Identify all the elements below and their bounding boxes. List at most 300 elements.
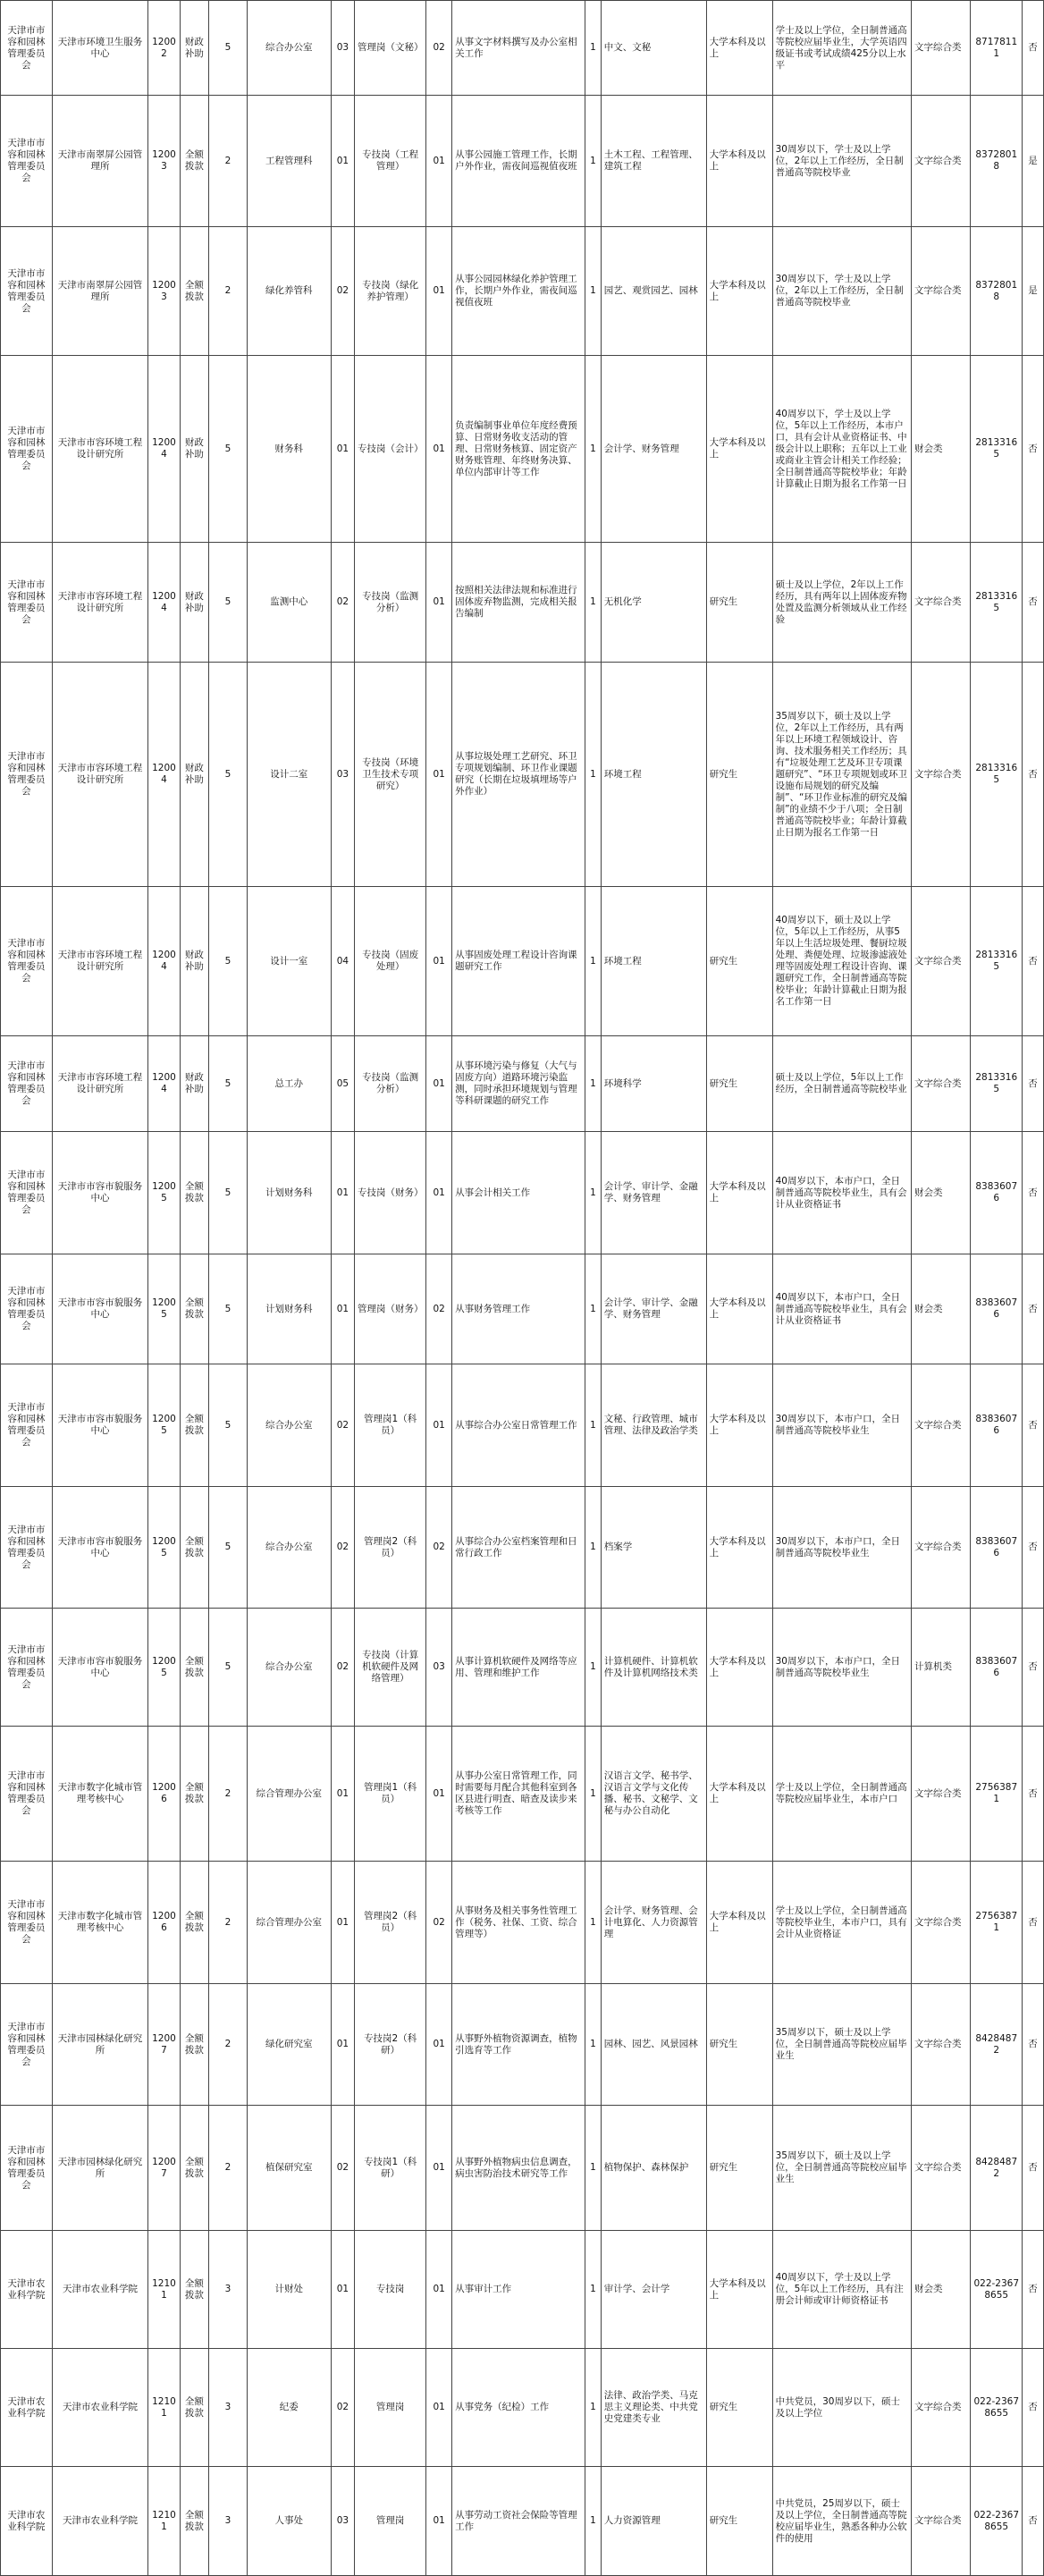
- level-cell: 5: [209, 1487, 248, 1609]
- post-cell: 专技岗（监测分析）: [355, 543, 426, 663]
- flag-cell: 否: [1023, 2349, 1044, 2467]
- headcount-cell: 1: [585, 887, 602, 1036]
- requirements-cell: 30周岁以下，学士及以上学位，2年以上工作经历，全日制普通高等院校毕业: [772, 227, 911, 356]
- phone-cell: 022-23678655: [971, 2467, 1023, 2576]
- headcount-cell: 1: [585, 1984, 602, 2106]
- funding-type-cell: 全额拨款: [180, 1254, 209, 1364]
- table-row: [1, 1984, 1044, 2106]
- post-cell: 管理岗: [355, 2349, 426, 2467]
- department-cell: 天津市农业科学院: [1, 2467, 53, 2576]
- department-cell: 天津市市容和园林管理委员会: [1, 663, 53, 887]
- major-cell: 审计学、会计学: [601, 2231, 706, 2349]
- unit-code-cell: 12101: [148, 2467, 180, 2576]
- department-cell: 天津市市容和园林管理委员会: [1, 1254, 53, 1364]
- unit-cell: 天津市市容环境工程设计研究所: [52, 663, 148, 887]
- table-row: [1, 663, 1044, 887]
- department-cell: 天津市市容和园林管理委员会: [1, 1036, 53, 1132]
- headcount-cell: 1: [585, 1, 602, 96]
- post-number-cell: 02: [426, 1254, 452, 1364]
- unit-cell: 天津市环境卫生服务中心: [52, 1, 148, 96]
- funding-type-cell: 财政补助: [180, 543, 209, 663]
- section-number-cell: 05: [331, 1036, 354, 1132]
- phone-cell: 84284872: [971, 2106, 1023, 2231]
- unit-code-cell: 12004: [148, 887, 180, 1036]
- unit-code-cell: 12101: [148, 2231, 180, 2349]
- phone-cell: 84284872: [971, 1984, 1023, 2106]
- requirements-cell: 40周岁以下，本市户口，全日制普通高等院校毕业生，具有会计从业资格证书: [772, 1254, 911, 1364]
- headcount-cell: 1: [585, 1364, 602, 1487]
- major-cell: 计算机硬件、计算机软件及计算机网络技术类: [601, 1609, 706, 1727]
- funding-type-cell: 财政补助: [180, 356, 209, 543]
- post-cell: 管理岗2（科员）: [355, 1487, 426, 1609]
- funding-type-cell: 全额拨款: [180, 1487, 209, 1609]
- major-cell: 档案学: [601, 1487, 706, 1609]
- post-number-cell: 01: [426, 96, 452, 227]
- funding-type-cell: 全额拨款: [180, 2349, 209, 2467]
- section-cell: 计划财务科: [247, 1254, 331, 1364]
- table-row: [1, 1727, 1044, 1862]
- section-number-cell: 03: [331, 2467, 354, 2576]
- headcount-cell: 1: [585, 1727, 602, 1862]
- table-row: [1, 1862, 1044, 1984]
- education-cell: 大学本科及以上: [706, 96, 772, 227]
- exam-type-cell: 文字综合类: [912, 1984, 971, 2106]
- post-cell: 专技岗（会计）: [355, 356, 426, 543]
- exam-type-cell: 文字综合类: [912, 2467, 971, 2576]
- table-row: [1, 1254, 1044, 1364]
- requirements-cell: 40周岁以下，本市户口，全日制普通高等院校毕业生，具有会计从业资格证书: [772, 1132, 911, 1254]
- duties-cell: 从事垃圾处理工艺研究、环卫专项规划编制、环卫作业课题研究（长期在垃圾填埋场等户外作业）: [452, 663, 585, 887]
- section-number-cell: 01: [331, 1984, 354, 2106]
- flag-cell: 是: [1023, 227, 1044, 356]
- flag-cell: 是: [1023, 96, 1044, 227]
- exam-type-cell: 文字综合类: [912, 1364, 971, 1487]
- post-number-cell: 01: [426, 2349, 452, 2467]
- funding-type-cell: 财政补助: [180, 663, 209, 887]
- education-cell: 大学本科及以上: [706, 1, 772, 96]
- duties-cell: 从事财务及相关事务性管理工作（税务、社保、工资、综合管理等）: [452, 1862, 585, 1984]
- headcount-cell: 1: [585, 2349, 602, 2467]
- section-cell: 植保研究室: [247, 2106, 331, 2231]
- table-row: [1, 1364, 1044, 1487]
- level-cell: 2: [209, 1984, 248, 2106]
- duties-cell: 从事党务（纪检）工作: [452, 2349, 585, 2467]
- unit-cell: 天津市数字化城市管理考核中心: [52, 1727, 148, 1862]
- education-cell: 大学本科及以上: [706, 1132, 772, 1254]
- section-number-cell: 04: [331, 887, 354, 1036]
- post-cell: 管理岗2（科员）: [355, 1862, 426, 1984]
- flag-cell: 否: [1023, 1984, 1044, 2106]
- section-cell: 综合办公室: [247, 1487, 331, 1609]
- unit-code-cell: 12004: [148, 1036, 180, 1132]
- table-row: [1, 227, 1044, 356]
- table-row: [1, 96, 1044, 227]
- phone-cell: 022-23678655: [971, 2349, 1023, 2467]
- department-cell: 天津市农业科学院: [1, 2231, 53, 2349]
- section-number-cell: 01: [331, 2231, 354, 2349]
- funding-type-cell: 全额拨款: [180, 2106, 209, 2231]
- unit-code-cell: 12007: [148, 2106, 180, 2231]
- table-row: [1, 1, 1044, 96]
- department-cell: 天津市市容和园林管理委员会: [1, 1609, 53, 1727]
- education-cell: 研究生: [706, 1984, 772, 2106]
- level-cell: 5: [209, 1036, 248, 1132]
- section-number-cell: 01: [331, 1862, 354, 1984]
- education-cell: 研究生: [706, 2467, 772, 2576]
- table-row: [1, 1609, 1044, 1727]
- section-cell: 财务科: [247, 356, 331, 543]
- post-number-cell: 01: [426, 1132, 452, 1254]
- section-number-cell: 02: [331, 1487, 354, 1609]
- department-cell: 天津市市容和园林管理委员会: [1, 1727, 53, 1862]
- section-number-cell: 02: [331, 2106, 354, 2231]
- phone-cell: 27563871: [971, 1862, 1023, 1984]
- duties-cell: 从事办公室日常管理工作，同时需要每月配合其他科室到各区县进行明查、暗查及读步来考核等工作: [452, 1727, 585, 1862]
- funding-type-cell: 全额拨款: [180, 2467, 209, 2576]
- department-cell: 天津市市容和园林管理委员会: [1, 227, 53, 356]
- major-cell: 会计学、财务管理、会计电算化、人力资源管理: [601, 1862, 706, 1984]
- major-cell: 会计学、财务管理: [601, 356, 706, 543]
- funding-type-cell: 财政补助: [180, 1036, 209, 1132]
- headcount-cell: 1: [585, 663, 602, 887]
- exam-type-cell: 财会类: [912, 356, 971, 543]
- exam-type-cell: 文字综合类: [912, 1487, 971, 1609]
- unit-code-cell: 12002: [148, 1, 180, 96]
- level-cell: 5: [209, 1254, 248, 1364]
- requirements-cell: 30周岁以下，学士及以上学位，2年以上工作经历，全日制普通高等院校毕业: [772, 96, 911, 227]
- headcount-cell: 1: [585, 2231, 602, 2349]
- headcount-cell: 1: [585, 1036, 602, 1132]
- post-cell: 专技岗（固废处理）: [355, 887, 426, 1036]
- flag-cell: 否: [1023, 1609, 1044, 1727]
- funding-type-cell: 财政补助: [180, 887, 209, 1036]
- table-row: [1, 2231, 1044, 2349]
- phone-cell: 022-23678655: [971, 2231, 1023, 2349]
- flag-cell: 否: [1023, 2231, 1044, 2349]
- post-number-cell: 01: [426, 356, 452, 543]
- table-row: [1, 356, 1044, 543]
- post-number-cell: 01: [426, 663, 452, 887]
- headcount-cell: 1: [585, 1487, 602, 1609]
- exam-type-cell: 文字综合类: [912, 887, 971, 1036]
- table-row: [1, 2467, 1044, 2576]
- table-row: [1, 1132, 1044, 1254]
- post-cell: 专技岗（计算机软硬件及网络管理）: [355, 1609, 426, 1727]
- post-number-cell: 01: [426, 1036, 452, 1132]
- requirements-cell: 40周岁以下，学士及以上学位，5年以上工作经历，具有注册会计师或审计师资格证书: [772, 2231, 911, 2349]
- section-cell: 计划财务科: [247, 1132, 331, 1254]
- phone-cell: 83836076: [971, 1609, 1023, 1727]
- flag-cell: 否: [1023, 2106, 1044, 2231]
- level-cell: 5: [209, 543, 248, 663]
- post-cell: 管理岗1（科员）: [355, 1364, 426, 1487]
- funding-type-cell: 财政补助: [180, 1, 209, 96]
- requirements-cell: 30周岁以下，本市户口，全日制普通高等院校毕业生: [772, 1487, 911, 1609]
- section-cell: 绿化研究室: [247, 1984, 331, 2106]
- post-cell: 专技岗（财务）: [355, 1132, 426, 1254]
- duties-cell: 从事劳动工资社会保险等管理工作: [452, 2467, 585, 2576]
- section-cell: 工程管理科: [247, 96, 331, 227]
- unit-code-cell: 12004: [148, 663, 180, 887]
- section-number-cell: 02: [331, 1364, 354, 1487]
- level-cell: 3: [209, 2231, 248, 2349]
- section-cell: 总工办: [247, 1036, 331, 1132]
- exam-type-cell: 财会类: [912, 1132, 971, 1254]
- major-cell: 会计学、审计学、金融学、财务管理: [601, 1132, 706, 1254]
- requirements-cell: 40周岁以下，学士及以上学位，5年以上工作经历，本市户口，具有会计从业资格证书、中级会计以上职称；五年以上工业或商业主管会计相关工作经验；全日制普通高等院校毕业；年龄计算截止日期为报名工作第一日: [772, 356, 911, 543]
- education-cell: 大学本科及以上: [706, 2231, 772, 2349]
- requirements-cell: 40周岁以下，硕士及以上学位，5年以上工作经历，从事5年以上生活垃圾处理、餐厨垃圾处理、粪便处理、垃圾渗滤液处理等固废处理工程设计咨询、课题研究工作，全日制普通高等院校毕业；年龄计算截止日期为报名工作第一日: [772, 887, 911, 1036]
- funding-type-cell: 全额拨款: [180, 1132, 209, 1254]
- unit-code-cell: 12006: [148, 1862, 180, 1984]
- post-number-cell: 02: [426, 1487, 452, 1609]
- unit-code-cell: 12005: [148, 1609, 180, 1727]
- phone-cell: 83836076: [971, 1487, 1023, 1609]
- post-cell: 管理岗1（科员）: [355, 1727, 426, 1862]
- requirements-cell: 35周岁以下，硕士及以上学位，全日制普通高等院校应届毕业生: [772, 1984, 911, 2106]
- funding-type-cell: 全额拨款: [180, 1727, 209, 1862]
- flag-cell: 否: [1023, 663, 1044, 887]
- headcount-cell: 1: [585, 1132, 602, 1254]
- major-cell: 植物保护、森林保护: [601, 2106, 706, 2231]
- headcount-cell: 1: [585, 1609, 602, 1727]
- unit-cell: 天津市市容市貌服务中心: [52, 1254, 148, 1364]
- unit-code-cell: 12005: [148, 1364, 180, 1487]
- major-cell: 环境工程: [601, 887, 706, 1036]
- unit-cell: 天津市市容市貌服务中心: [52, 1487, 148, 1609]
- section-number-cell: 01: [331, 1727, 354, 1862]
- headcount-cell: 1: [585, 2106, 602, 2231]
- department-cell: 天津市农业科学院: [1, 2349, 53, 2467]
- post-cell: 管理岗: [355, 2467, 426, 2576]
- education-cell: 大学本科及以上: [706, 1364, 772, 1487]
- exam-type-cell: 文字综合类: [912, 1036, 971, 1132]
- phone-cell: 83728018: [971, 96, 1023, 227]
- level-cell: 2: [209, 1862, 248, 1984]
- exam-type-cell: 文字综合类: [912, 1, 971, 96]
- post-number-cell: 01: [426, 2106, 452, 2231]
- phone-cell: 28133165: [971, 663, 1023, 887]
- funding-type-cell: 全额拨款: [180, 96, 209, 227]
- duties-cell: 从事公园施工管理工作，长期户外作业，需夜间巡视值夜班: [452, 96, 585, 227]
- table-body: [1, 1, 1044, 2576]
- level-cell: 3: [209, 2349, 248, 2467]
- flag-cell: 否: [1023, 887, 1044, 1036]
- requirements-cell: 中共党员，30周岁以下，硕士及以上学位: [772, 2349, 911, 2467]
- section-number-cell: 02: [331, 543, 354, 663]
- department-cell: 天津市市容和园林管理委员会: [1, 1862, 53, 1984]
- section-cell: 设计二室: [247, 663, 331, 887]
- phone-cell: 27563871: [971, 1727, 1023, 1862]
- post-cell: 专技岗2（科研）: [355, 1984, 426, 2106]
- education-cell: 大学本科及以上: [706, 1862, 772, 1984]
- flag-cell: 否: [1023, 2467, 1044, 2576]
- phone-cell: 83836076: [971, 1132, 1023, 1254]
- unit-code-cell: 12006: [148, 1727, 180, 1862]
- duties-cell: 从事固废处理工程设计咨询课题研究工作: [452, 887, 585, 1036]
- post-cell: 管理岗（财务）: [355, 1254, 426, 1364]
- flag-cell: 否: [1023, 1254, 1044, 1364]
- unit-cell: 天津市农业科学院: [52, 2231, 148, 2349]
- section-cell: 监测中心: [247, 543, 331, 663]
- funding-type-cell: 全额拨款: [180, 1862, 209, 1984]
- duties-cell: 从事野外植物病虫信息调查，病虫害防治技术研究等工作: [452, 2106, 585, 2231]
- duties-cell: 从事环境污染与修复（大气与固废方向）道路环境污染监测，同时承担环境规划与管理等科研课题的研究工作: [452, 1036, 585, 1132]
- department-cell: 天津市市容和园林管理委员会: [1, 1132, 53, 1254]
- education-cell: 大学本科及以上: [706, 227, 772, 356]
- level-cell: 2: [209, 227, 248, 356]
- post-cell: 专技岗: [355, 2231, 426, 2349]
- level-cell: 2: [209, 96, 248, 227]
- department-cell: 天津市市容和园林管理委员会: [1, 96, 53, 227]
- flag-cell: 否: [1023, 1036, 1044, 1132]
- duties-cell: 从事公园园林绿化养护管理工作，长期户外作业，需夜间巡视值夜班: [452, 227, 585, 356]
- section-cell: 人事处: [247, 2467, 331, 2576]
- education-cell: 研究生: [706, 2106, 772, 2231]
- section-cell: 综合办公室: [247, 1609, 331, 1727]
- table-row: [1, 887, 1044, 1036]
- major-cell: 环境科学: [601, 1036, 706, 1132]
- flag-cell: 否: [1023, 1364, 1044, 1487]
- unit-code-cell: 12005: [148, 1254, 180, 1364]
- major-cell: 文秘、行政管理、城市管理、法律及政治学类: [601, 1364, 706, 1487]
- phone-cell: 28133165: [971, 543, 1023, 663]
- post-number-cell: 02: [426, 1, 452, 96]
- unit-cell: 天津市南翠屏公园管理所: [52, 227, 148, 356]
- department-cell: 天津市市容和园林管理委员会: [1, 356, 53, 543]
- level-cell: 2: [209, 1727, 248, 1862]
- post-cell: 专技岗1（科研）: [355, 2106, 426, 2231]
- table-row: [1, 2349, 1044, 2467]
- requirements-cell: 硕士及以上学位，2年以上工作经历，具有两年以上固体废弃物处置及监测分析领域从业工作经验: [772, 543, 911, 663]
- post-number-cell: 01: [426, 543, 452, 663]
- post-cell: 管理岗（文秘）: [355, 1, 426, 96]
- unit-code-cell: 12003: [148, 227, 180, 356]
- department-cell: 天津市市容和园林管理委员会: [1, 1487, 53, 1609]
- major-cell: 汉语言文学、秘书学、汉语言文学与文化传播、秘书、文秘学、文秘与办公自动化: [601, 1727, 706, 1862]
- department-cell: 天津市市容和园林管理委员会: [1, 887, 53, 1036]
- funding-type-cell: 全额拨款: [180, 1364, 209, 1487]
- exam-type-cell: 文字综合类: [912, 2106, 971, 2231]
- post-cell: 专技岗（监测分析）: [355, 1036, 426, 1132]
- unit-cell: 天津市南翠屏公园管理所: [52, 96, 148, 227]
- post-cell: 专技岗（环境卫生技术专项研究）: [355, 663, 426, 887]
- exam-type-cell: 文字综合类: [912, 1727, 971, 1862]
- unit-cell: 天津市园林绿化研究所: [52, 1984, 148, 2106]
- post-cell: 专技岗（工程管理）: [355, 96, 426, 227]
- requirements-cell: 学士及以上学位，全日制普通高等院校毕业生，本市户口，具有会计从业资格证: [772, 1862, 911, 1984]
- major-cell: 无机化学: [601, 543, 706, 663]
- requirements-cell: 30周岁以下，本市户口，全日制普通高等院校毕业生: [772, 1364, 911, 1487]
- exam-type-cell: 文字综合类: [912, 227, 971, 356]
- education-cell: 研究生: [706, 887, 772, 1036]
- level-cell: 5: [209, 1609, 248, 1727]
- major-cell: 土木工程、工程管理、建筑工程: [601, 96, 706, 227]
- section-number-cell: 02: [331, 2349, 354, 2467]
- flag-cell: 否: [1023, 1487, 1044, 1609]
- exam-type-cell: 财会类: [912, 2231, 971, 2349]
- funding-type-cell: 全额拨款: [180, 227, 209, 356]
- section-cell: 纪委: [247, 2349, 331, 2467]
- duties-cell: 从事会计相关工作: [452, 1132, 585, 1254]
- duties-cell: 从事综合办公室档案管理和日常行政工作: [452, 1487, 585, 1609]
- unit-cell: 天津市市容市貌服务中心: [52, 1609, 148, 1727]
- table-row: [1, 2106, 1044, 2231]
- exam-type-cell: 文字综合类: [912, 1862, 971, 1984]
- major-cell: 园艺、观赏园艺、园林: [601, 227, 706, 356]
- post-cell: 专技岗（绿化养护管理）: [355, 227, 426, 356]
- level-cell: 5: [209, 1364, 248, 1487]
- major-cell: 环境工程: [601, 663, 706, 887]
- headcount-cell: 1: [585, 96, 602, 227]
- exam-type-cell: 财会类: [912, 1254, 971, 1364]
- flag-cell: 否: [1023, 1, 1044, 96]
- exam-type-cell: 文字综合类: [912, 96, 971, 227]
- post-number-cell: 01: [426, 1364, 452, 1487]
- table-row: [1, 1487, 1044, 1609]
- phone-cell: 87178111: [971, 1, 1023, 96]
- requirements-cell: 35周岁以下，硕士及以上学位，全日制普通高等院校应届毕业生: [772, 2106, 911, 2231]
- education-cell: 大学本科及以上: [706, 1487, 772, 1609]
- department-cell: 天津市市容和园林管理委员会: [1, 2106, 53, 2231]
- section-cell: 设计一室: [247, 887, 331, 1036]
- unit-cell: 天津市市容市貌服务中心: [52, 1364, 148, 1487]
- duties-cell: 从事计算机软硬件及网络等应用、管理和维护工作: [452, 1609, 585, 1727]
- section-cell: 综合办公室: [247, 1, 331, 96]
- unit-cell: 天津市农业科学院: [52, 2467, 148, 2576]
- department-cell: 天津市市容和园林管理委员会: [1, 1, 53, 96]
- headcount-cell: 1: [585, 1254, 602, 1364]
- unit-code-cell: 12005: [148, 1132, 180, 1254]
- unit-cell: 天津市市容环境工程设计研究所: [52, 887, 148, 1036]
- flag-cell: 否: [1023, 1862, 1044, 1984]
- unit-cell: 天津市数字化城市管理考核中心: [52, 1862, 148, 1984]
- level-cell: 5: [209, 663, 248, 887]
- funding-type-cell: 全额拨款: [180, 2231, 209, 2349]
- table-row: [1, 543, 1044, 663]
- unit-cell: 天津市农业科学院: [52, 2349, 148, 2467]
- major-cell: 法律、政治学类、马克思主义理论类、中共党史党建类专业: [601, 2349, 706, 2467]
- phone-cell: 83836076: [971, 1254, 1023, 1364]
- major-cell: 人力资源管理: [601, 2467, 706, 2576]
- post-number-cell: 01: [426, 1727, 452, 1862]
- unit-cell: 天津市市容环境工程设计研究所: [52, 1036, 148, 1132]
- flag-cell: 否: [1023, 1132, 1044, 1254]
- unit-code-cell: 12005: [148, 1487, 180, 1609]
- unit-cell: 天津市市容环境工程设计研究所: [52, 356, 148, 543]
- section-number-cell: 02: [331, 227, 354, 356]
- major-cell: 中文、文秘: [601, 1, 706, 96]
- flag-cell: 否: [1023, 543, 1044, 663]
- headcount-cell: 1: [585, 1862, 602, 1984]
- unit-code-cell: 12101: [148, 2349, 180, 2467]
- education-cell: 研究生: [706, 663, 772, 887]
- section-cell: 综合办公室: [247, 1364, 331, 1487]
- phone-cell: 83836076: [971, 1364, 1023, 1487]
- phone-cell: 83728018: [971, 227, 1023, 356]
- section-number-cell: 03: [331, 663, 354, 887]
- unit-code-cell: 12004: [148, 543, 180, 663]
- headcount-cell: 1: [585, 2467, 602, 2576]
- section-cell: 综合管理办公室: [247, 1727, 331, 1862]
- headcount-cell: 1: [585, 227, 602, 356]
- education-cell: 大学本科及以上: [706, 1609, 772, 1727]
- level-cell: 5: [209, 1132, 248, 1254]
- department-cell: 天津市市容和园林管理委员会: [1, 1984, 53, 2106]
- duties-cell: 从事综合办公室日常管理工作: [452, 1364, 585, 1487]
- requirements-cell: 硕士及以上学位，5年以上工作经历，全日制普通高等院校毕业: [772, 1036, 911, 1132]
- section-cell: 综合管理办公室: [247, 1862, 331, 1984]
